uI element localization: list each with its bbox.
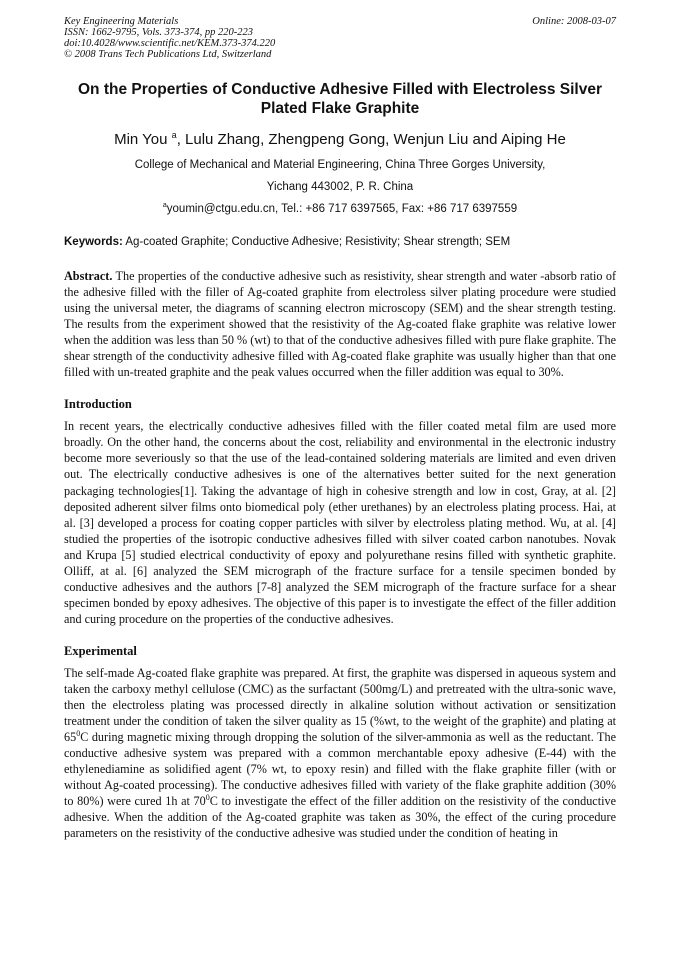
affiliation-line-1: College of Mechanical and Material Engineering, China Three Gorges University,: [134, 159, 546, 171]
degree-mark-1: 0: [76, 729, 81, 739]
copyright-line: © 2008 Trans Tech Publications Ltd, Switzerland: [64, 49, 272, 60]
abstract-label: Abstract.: [64, 269, 113, 283]
contact-mark: a: [162, 202, 167, 209]
abstract: [64, 268, 616, 380]
introduction-text: In recent years, the electrically conductive adhesives filled with the filler coated metal film are used more broadly. On the other hand, the concerns about the cost, reliability and environmental in the electronic industry become more severiously so that the use of the lead-contained soldering materials are limited and even driven out. The electrically conductive adhesives is one of the alternatives better suited for the next generation packaging technologies[1]. Taking the advantage of high in cohesive strength and low in cost, Gray, at al. [2] deposited adherent silver films onto biomedical poly (ether urethanes) by an electroless plating process. Hai, at al. [3] developed a process for coating copper particles with silver by electroless plating method. Wu, at al. [4] studied the properties of the isotropic conductive adhesives filled with silver coated carbon nanotubes. Novak and Krupa [5] studied electrical conductivity of epoxy and polyurethane resins filled with synthetic graphite. Olliff, at al. [6] analyzed the SEM micrograph of the fracture surface for a tensile specimen bonded by conductive adhesives and the authors [7-8] analyzed the SEM micrograph of the fracture surface for a shear specimen bonded by epoxy adhesives. The objective of this paper is to investigate the effect of the filler addition and curing procedure on the properties of the conductive adhesives.: [64, 419, 616, 626]
affiliation-line-2: Yichang 443002, P. R. China: [266, 181, 414, 193]
experimental-text-part-3: C to investigate the effect of the filler addition on the resistivity of the conductive adhesive. When the addition of the Ag-coated graphite was taken as 30%, the effect of the curing procedure parameters on the resistivity of the conductive adhesive was studied under the condition of heating in: [64, 794, 616, 841]
keywords-label: Keywords:: [64, 236, 123, 248]
contact-line: [64, 198, 616, 220]
author-affiliation-mark: a: [171, 130, 177, 140]
degree-mark-2: 0: [205, 793, 210, 803]
journal-info: [64, 16, 275, 60]
introduction-heading: Introduction: [64, 397, 132, 412]
issn-line: ISSN: 1662-9795, Vols. 373-374, pp 220-223: [64, 27, 253, 38]
keywords-text: Ag-coated Graphite; Conductive Adhesive; Resistivity; Shear strength; SEM: [125, 236, 511, 248]
keywords: [64, 235, 616, 250]
experimental-heading: Experimental: [64, 643, 137, 658]
journal-header: [64, 16, 616, 60]
other-authors: , Lulu Zhang, Zhengpeng Gong, Wenjun Liu and Aiping He: [176, 131, 566, 148]
experimental-text-part-1: The self-made Ag-coated flake graphite was prepared. At first, the graphite was dispersed in aqueous system and taken the carboxy methyl cellulose (CMC) as the surfactant (500mg/L) and pretreated with the ultra-sonic wave, then the electroless plating was processed directly in alkaline solution without activation or sensitization treatment under the condition of taken the silver quality as 15 (%wt, to the weight of the graphite) and plating at 65: [64, 665, 616, 745]
online-date: Online: 2008-03-07: [532, 16, 616, 27]
paper-title: On the Properties of Conductive Adhesive Filled with Electroless Silver Plated Flake Graphite: [78, 81, 602, 117]
experimental-text: [64, 665, 616, 842]
paper-page: [64, 16, 616, 841]
first-author: Min You: [114, 131, 168, 148]
author-list: [64, 131, 616, 149]
abstract-text: The properties of the conductive adhesive such as resistivity, shear strength and water -absorb ratio of the adhesive filled with the filler of Ag-coated graphite from electroless silver plating procedure were studied using the universal meter, the diagrams of scanning electron microscopy (SEM) and the shear strength testing. The results from the experiment showed that the resistivity of the Ag-coated flake graphite was relative lower when the addition was less than 50 % (wt) to that of the conductive adhesives filled with pure flake graphite. The shear strength of the conductivity adhesive filled with Ag-coated flake graphite was usually higher than that one filled with un-treated graphite and the peak values occurred when the filler addition was equal to 30%.: [64, 269, 616, 380]
doi-line: doi:10.4028/www.scientific.net/KEM.373-374.220: [64, 38, 276, 49]
experimental-text-part-2: C during magnetic mixing through dropping the solution of the silver-ammonia as well as the reductant. The conductive adhesive system was prepared with a common merchantable epoxy adhesive (E-44) with the ethylenediamine as solidified agent (7% wt, to epoxy resin) and filled with the flake graphite filler (with or without Ag-coated processing). The conductive adhesives filled with variety of the flake graphite addition (30% to 80%) were cured 1h at 70: [64, 730, 616, 809]
contact-info: youmin@ctgu.edu.cn, Tel.: +86 717 6397565, Fax: +86 717 6397559: [166, 203, 518, 215]
journal-name: Key Engineering Materials: [64, 16, 179, 27]
